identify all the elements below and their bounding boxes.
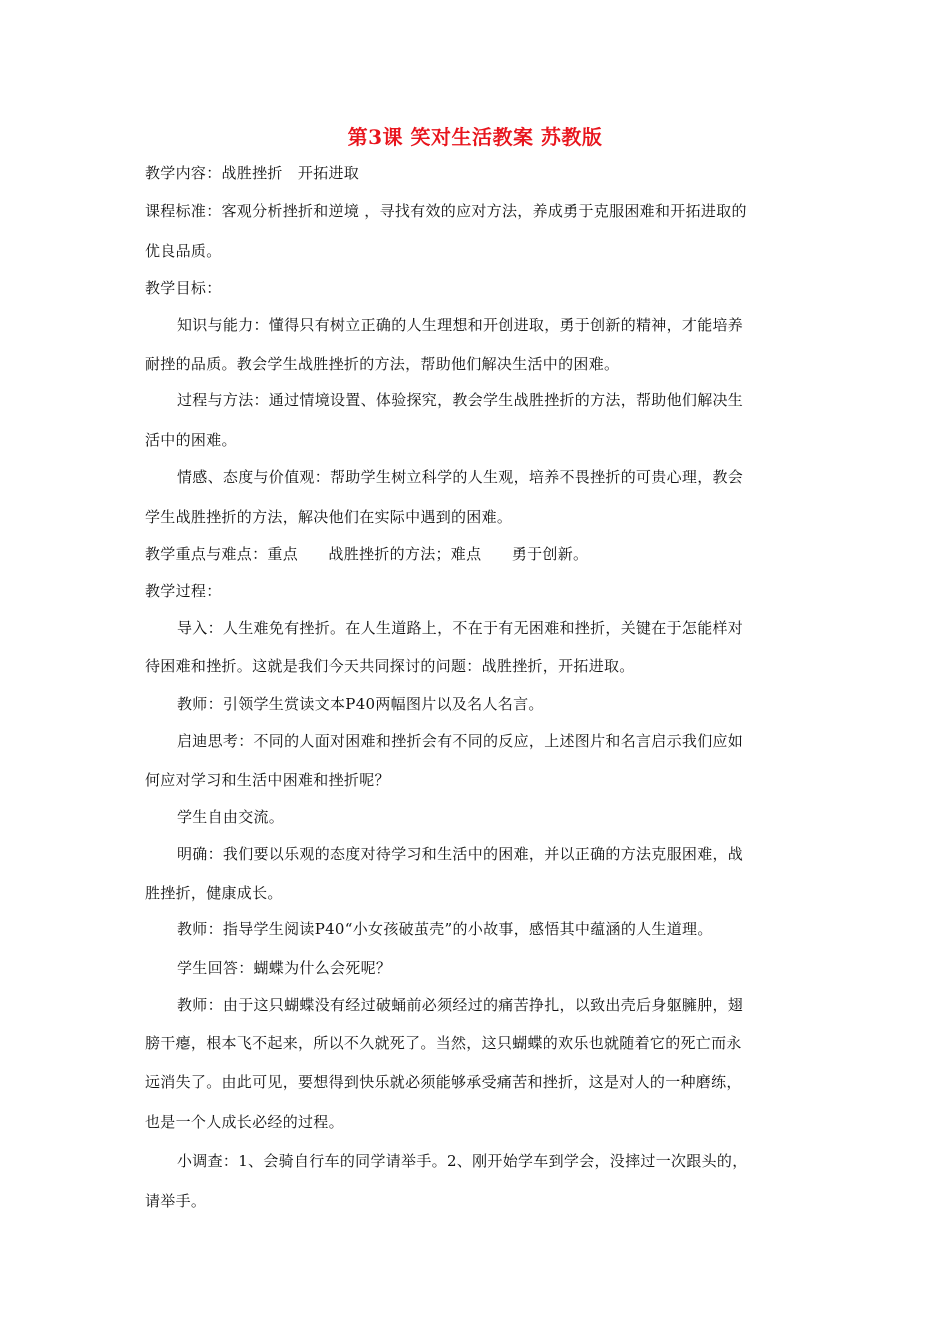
text-line: 活中的困难。 <box>145 431 237 449</box>
text-line: 情感、态度与价值观：帮助学生树立科学的人生观，培养不畏挫折的可贵心理，教会 <box>177 468 744 486</box>
text-line: 耐挫的品质。教会学生战胜挫折的方法，帮助他们解决生活中的困难。 <box>145 355 620 373</box>
text-line: 教学目标： <box>145 279 222 297</box>
text-line: 也是一个人成长必经的过程。 <box>145 1113 344 1131</box>
text-line: 启迪思考：不同的人面对困难和挫折会有不同的反应，上述图片和名言启示我们应如 <box>177 732 744 750</box>
text-line: 教学内容：战胜挫折 开拓进取 <box>145 164 360 182</box>
text-line: 明确：我们要以乐观的态度对待学习和生活中的困难，并以正确的方法克服困难，战 <box>177 845 744 863</box>
text-line: 教学过程： <box>145 582 222 600</box>
text-line: 待困难和挫折。这就是我们今天共同探讨的问题：战胜挫折，开拓进取。 <box>145 657 635 675</box>
text-line: 优良品质。 <box>145 242 222 260</box>
document-title: 第3课 笑对生活教案 苏教版 <box>347 125 603 149</box>
text-line: 教师：引领学生赏读文本P40两幅图片以及名人名言。 <box>177 695 544 713</box>
text-line: 胜挫折，健康成长。 <box>145 884 283 902</box>
text-line: 教师：指导学生阅读P40“小女孩破茧壳”的小故事，感悟其中蕴涵的人生道理。 <box>177 920 713 938</box>
text-line: 学生自由交流。 <box>177 808 285 826</box>
text-line: 导入：人生难免有挫折。在人生道路上，不在于有无困难和挫折，关键在于怎能样对 <box>177 619 744 637</box>
text-line: 过程与方法：通过情境设置、体验探究，教会学生战胜挫折的方法，帮助他们解决生 <box>177 391 744 409</box>
text-line: 请举手。 <box>145 1192 207 1210</box>
text-line: 膀干瘪，根本飞不起来，所以不久就死了。当然，这只蝴蝶的欢乐也就随着它的死亡而永 <box>145 1034 742 1052</box>
text-line: 学生战胜挫折的方法，解决他们在实际中遇到的困难。 <box>145 508 513 526</box>
text-line: 小调查：1、会骑自行车的同学请举手。2、刚开始学车到学会，没摔过一次跟头的， <box>177 1152 748 1170</box>
text-line: 知识与能力：懂得只有树立正确的人生理想和开创进取，勇于创新的精神，才能培养 <box>177 316 744 334</box>
text-line: 何应对学习和生活中困难和挫折呢？ <box>145 771 390 789</box>
text-line: 课程标准：客观分析挫折和逆境 ，寻找有效的应对方法，养成勇于克服困难和开拓进取的 <box>145 202 747 220</box>
text-line: 学生回答：蝴蝶为什么会死呢？ <box>177 959 392 977</box>
text-line: 远消失了。由此可见，要想得到快乐就必须能够承受痛苦和挫折，这是对人的一种磨练， <box>145 1073 742 1091</box>
text-line: 教学重点与难点：重点 战胜挫折的方法；难点 勇于创新。 <box>145 545 589 563</box>
text-line: 教师：由于这只蝴蝶没有经过破蛹前必须经过的痛苦挣扎，以致出壳后身躯臃肿，翅 <box>177 996 744 1014</box>
